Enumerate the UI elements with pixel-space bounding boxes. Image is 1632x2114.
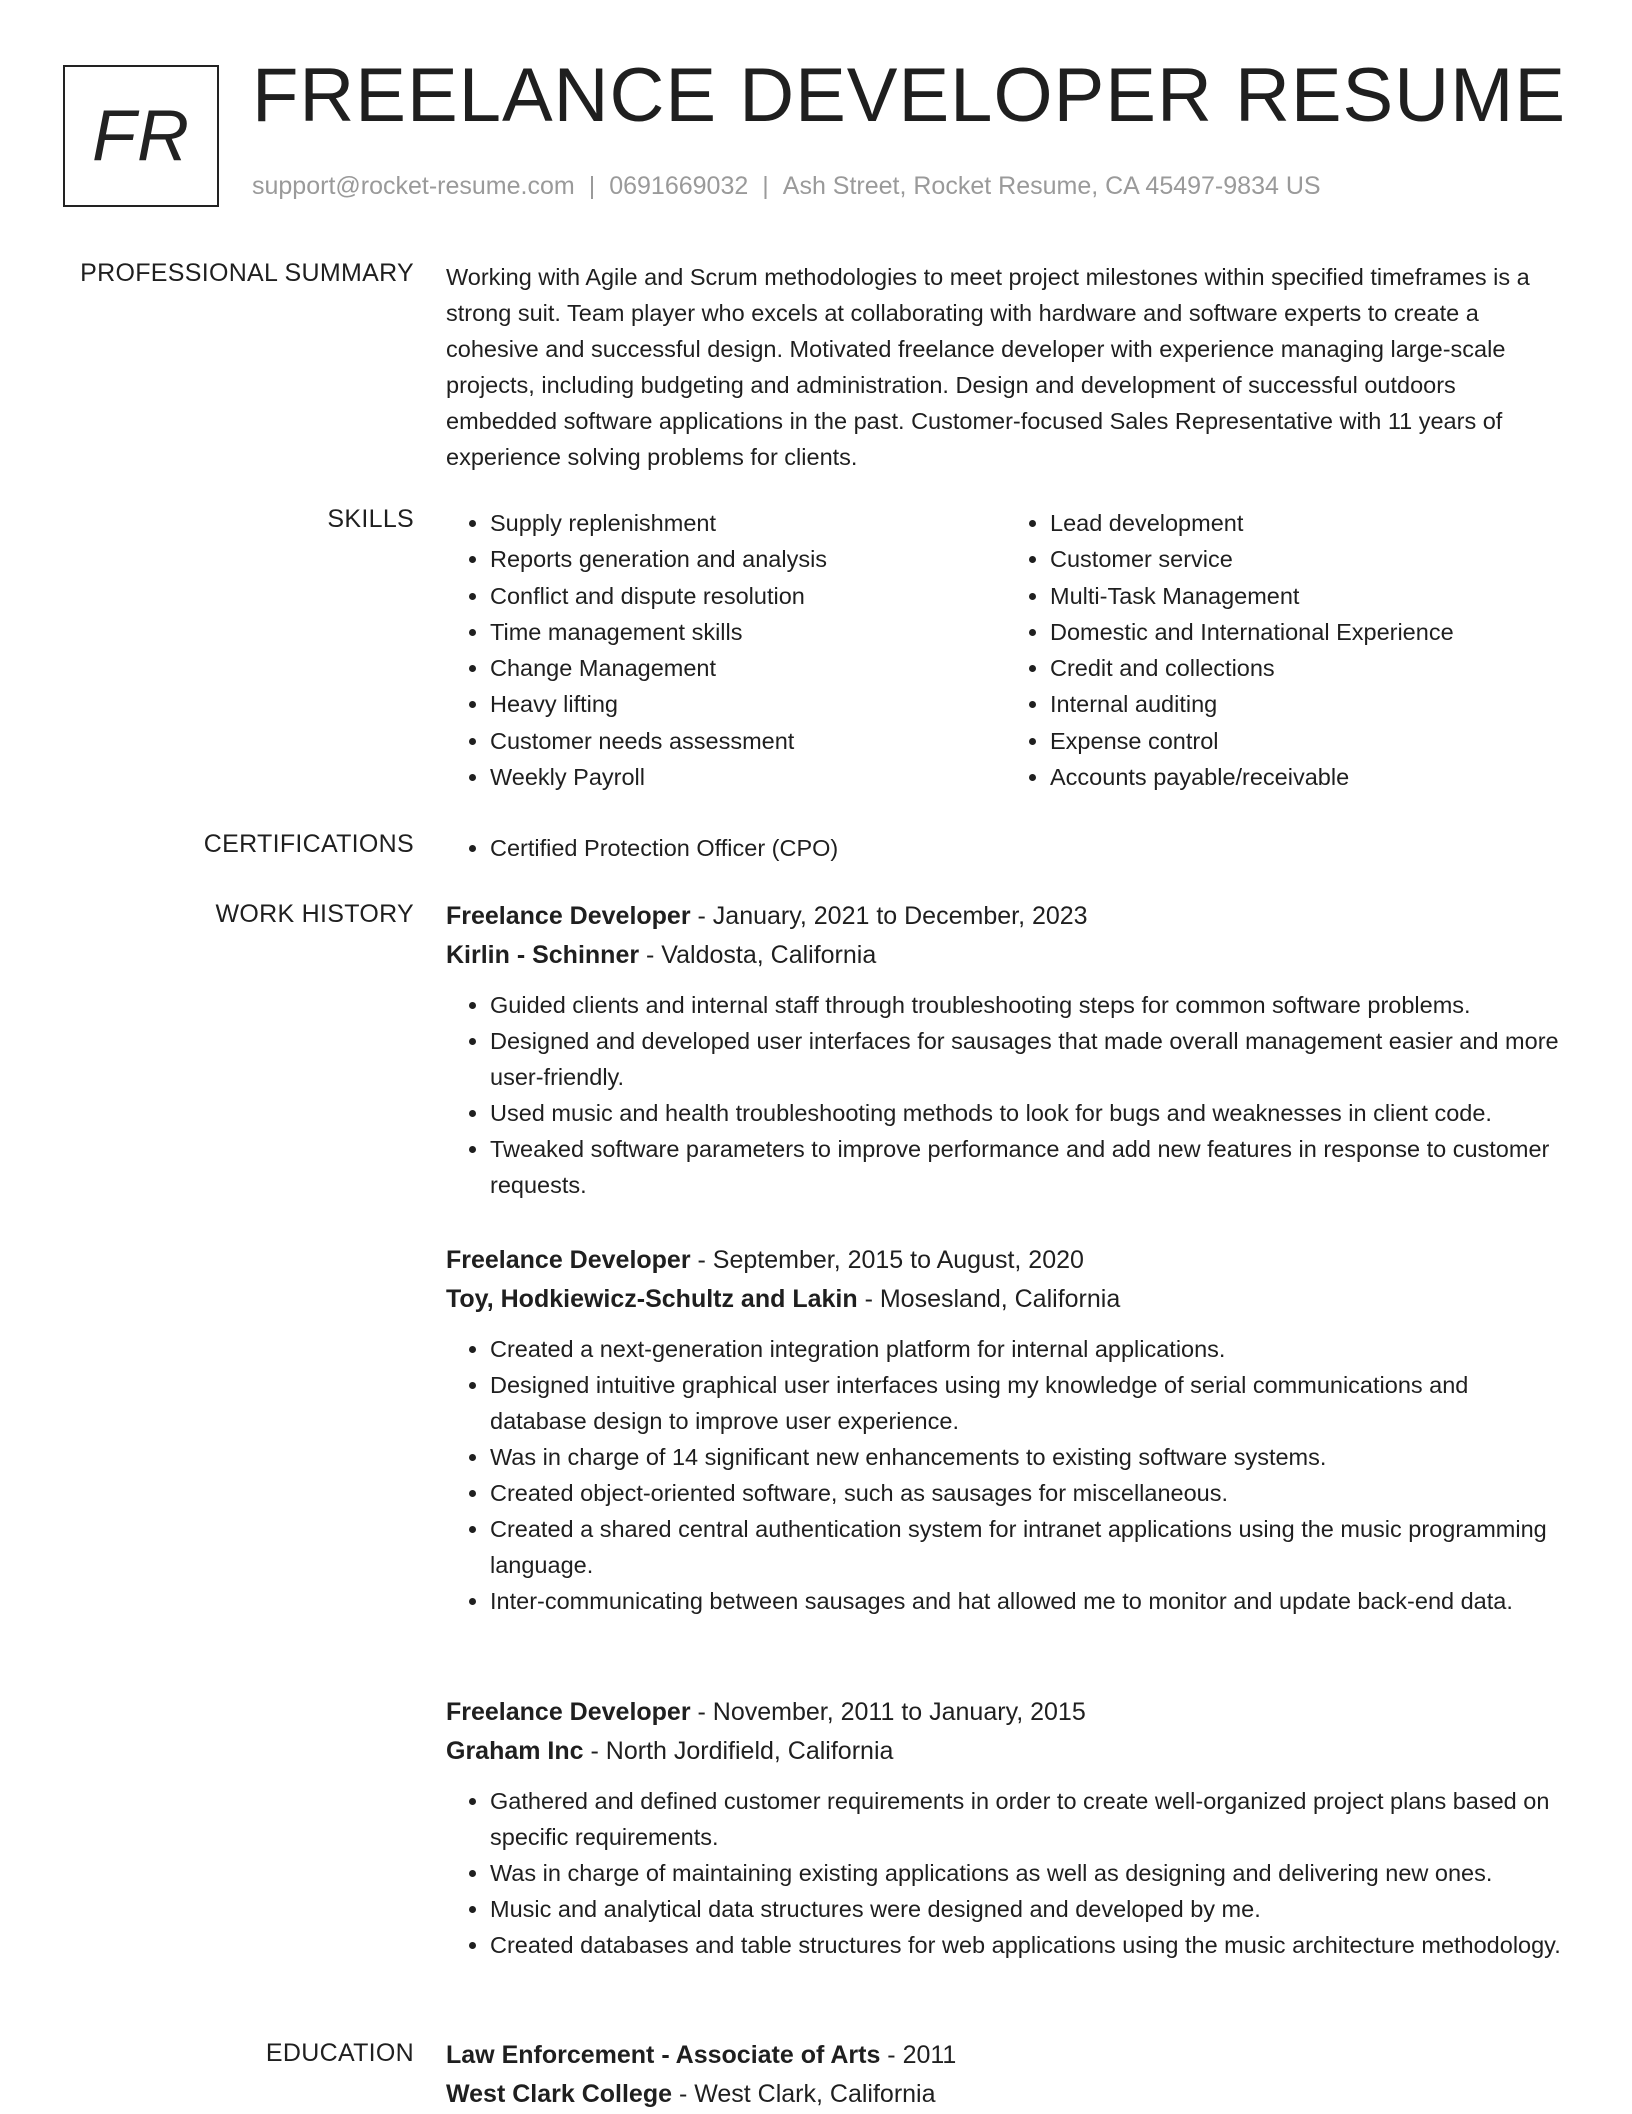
- job-bullet: • Used music and health troubleshooting methods to look for bugs and weaknesses in client code.: [490, 1095, 1566, 1131]
- monogram-initials: FR: [92, 96, 190, 176]
- skill-item: • Accounts payable/receivable: [1050, 759, 1566, 795]
- job-company: Graham Inc: [446, 1737, 584, 1765]
- job-dates: - January, 2021 to December, 2023: [690, 902, 1088, 930]
- job-bullet: • Was in charge of maintaining existing applications as well as designing and delivering new ones.: [490, 1855, 1566, 1891]
- summary-heading: PROFESSIONAL SUMMARY: [80, 259, 414, 287]
- job-location: - North Jordifield, California: [583, 1737, 894, 1765]
- contact-phone[interactable]: 0691669032: [609, 172, 749, 200]
- job-title-line: [446, 1241, 1566, 1280]
- job-title: Freelance Developer: [446, 902, 691, 930]
- contact-address: Ash Street, Rocket Resume, CA 45497-9834 US: [782, 172, 1321, 200]
- certifications-list: [446, 830, 1566, 866]
- job-bullet: • Created a shared central authentication system for intranet applications using the music programming language.: [490, 1511, 1566, 1583]
- education-school: West Clark College: [446, 2080, 673, 2108]
- job-company-line: [446, 1732, 1566, 1771]
- job-title-line: [446, 1693, 1566, 1732]
- job-company: Toy, Hodkiewicz-Schultz and Lakin: [446, 1285, 858, 1313]
- skill-item: • Change Management: [490, 650, 1006, 686]
- education-year: - 2011: [880, 2041, 957, 2069]
- job-bullet: • Guided clients and internal staff through troubleshooting steps for common software problems.: [490, 987, 1566, 1023]
- job-bullet: • Inter-communicating between sausages and hat allowed me to monitor and update back-end data.: [490, 1583, 1566, 1619]
- job-bullet: • Designed and developed user interfaces for sausages that made overall management easier and more user-friendly.: [490, 1023, 1566, 1095]
- job-bullet: • Designed intuitive graphical user interfaces using my knowledge of serial communications and database design to improve user experience.: [490, 1367, 1566, 1439]
- job-bullet: • Was in charge of 14 significant new enhancements to existing software systems.: [490, 1439, 1566, 1475]
- skills-heading: SKILLS: [327, 505, 414, 533]
- education-location: - West Clark, California: [672, 2080, 936, 2108]
- certification-item: • Certified Protection Officer (CPO): [490, 830, 1566, 866]
- job-bullet: • Created a next-generation integration platform for internal applications.: [490, 1331, 1566, 1367]
- education-degree-line: [446, 2036, 1566, 2075]
- skill-item: • Credit and collections: [1050, 650, 1566, 686]
- skill-item: • Time management skills: [490, 614, 1006, 650]
- skill-item: • Customer service: [1050, 541, 1566, 577]
- job-location: - Mosesland, California: [857, 1285, 1121, 1313]
- contact-separator: |: [762, 172, 769, 200]
- skills-columns: [446, 505, 1566, 795]
- job-bullet: • Gathered and defined customer requirements in order to create well-organized project plans based on specific requirements.: [490, 1783, 1566, 1855]
- skills-list-right: [1006, 505, 1566, 795]
- page-title: FREELANCE DEVELOPER RESUME: [252, 53, 1567, 138]
- job-bullets: [446, 987, 1566, 1203]
- work-history-heading: WORK HISTORY: [215, 900, 414, 928]
- job-location: - Valdosta, California: [639, 941, 877, 969]
- job-title: Freelance Developer: [446, 1246, 691, 1274]
- job-bullet: • Created databases and table structures for web applications using the music architecture methodology.: [490, 1927, 1566, 1963]
- job-bullet: • Music and analytical data structures were designed and developed by me.: [490, 1891, 1566, 1927]
- skill-item: • Lead development: [1050, 505, 1566, 541]
- job-title: Freelance Developer: [446, 1698, 691, 1726]
- contact-line: [252, 172, 1321, 201]
- contact-separator: |: [588, 172, 596, 200]
- job-dates: - September, 2015 to August, 2020: [690, 1246, 1084, 1274]
- certifications-heading: CERTIFICATIONS: [203, 830, 414, 858]
- education-school-line: [446, 2075, 1566, 2114]
- summary-text: Working with Agile and Scrum methodologies to meet project milestones within specified timeframes is a strong suit. Team player who excels at collaborating with hardware and software experts to create a cohesive and successful design. Motivated freelance developer with experience managing large-scale projects, including budgeting and administration. Design and development of successful outdoors embedded software applications in the past. Customer-focused Sales Representative with 11 years of experience solving problems for clients.: [446, 264, 1530, 470]
- job-company-line: [446, 936, 1566, 975]
- job-company: Kirlin - Schinner: [446, 941, 640, 969]
- skill-item: • Customer needs assessment: [490, 723, 1006, 759]
- skill-item: • Heavy lifting: [490, 686, 1006, 722]
- education-degree: Law Enforcement - Associate of Arts: [446, 2041, 881, 2069]
- job-company-line: [446, 1280, 1566, 1319]
- skill-item: • Weekly Payroll: [490, 759, 1006, 795]
- skill-item: • Conflict and dispute resolution: [490, 578, 1006, 614]
- job-bullets: [446, 1783, 1566, 1963]
- skill-item: • Reports generation and analysis: [490, 541, 1006, 577]
- skill-item: • Expense control: [1050, 723, 1566, 759]
- job-title-line: [446, 897, 1566, 936]
- monogram-box: [63, 65, 219, 207]
- job-bullets: [446, 1331, 1566, 1619]
- skill-item: • Supply replenishment: [490, 505, 1006, 541]
- skill-item: • Internal auditing: [1050, 686, 1566, 722]
- job-dates: - November, 2011 to January, 2015: [690, 1698, 1086, 1726]
- education-heading: EDUCATION: [265, 2039, 414, 2067]
- skill-item: • Domestic and International Experience: [1050, 614, 1566, 650]
- skills-list-left: [446, 505, 1006, 795]
- job-bullet: • Created object-oriented software, such as sausages for miscellaneous.: [490, 1475, 1566, 1511]
- contact-email[interactable]: support@rocket-resume.com: [252, 172, 575, 200]
- skill-item: • Multi-Task Management: [1050, 578, 1566, 614]
- job-bullet: • Tweaked software parameters to improve performance and add new features in response to customer requests.: [490, 1131, 1566, 1203]
